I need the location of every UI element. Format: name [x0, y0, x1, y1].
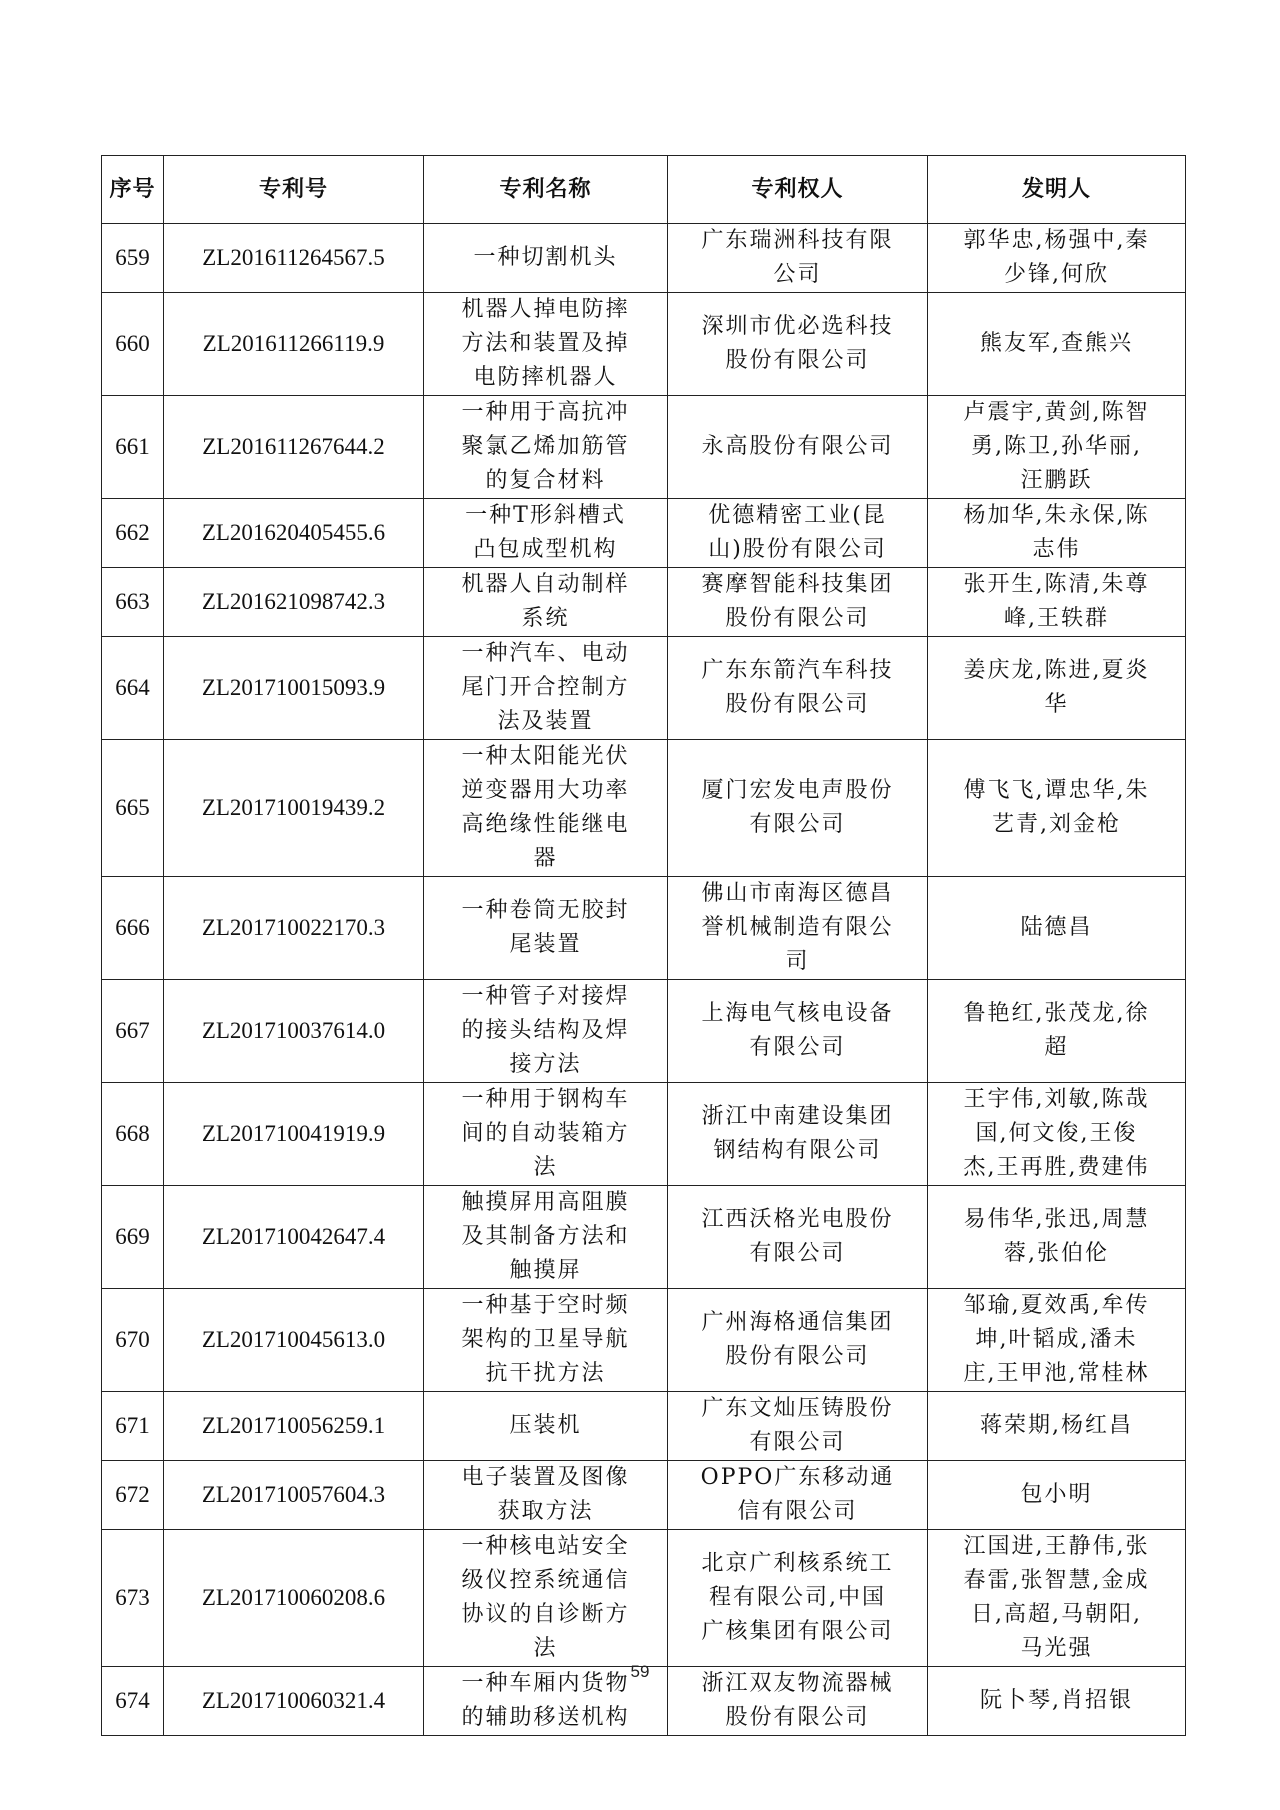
cell-patent-name [424, 1186, 668, 1289]
cell-inventors [928, 1083, 1186, 1186]
patent-table-container [101, 155, 1185, 1736]
cell-patentee [668, 499, 928, 568]
cell-patent-name [424, 877, 668, 980]
cell-patent-name-text: 一种卷筒无胶封尾装置 [461, 898, 630, 957]
cell-patentee [668, 1461, 928, 1530]
cell-patentee [668, 568, 928, 637]
cell-patent-no: ZL201710056259.1 [164, 1392, 424, 1461]
cell-seq: 661 [102, 396, 164, 499]
cell-inventors-text: 熊友军,查熊兴 [980, 331, 1133, 356]
cell-seq: 671 [102, 1392, 164, 1461]
cell-inventors-text: 傅飞飞,谭忠华,朱艺青,刘金枪 [963, 778, 1150, 837]
cell-patentee-text: 深圳市优必选科技股份有限公司 [701, 314, 894, 373]
cell-inventors-text: 易伟华,张迅,周慧蓉,张伯伦 [963, 1207, 1150, 1266]
cell-patent-no: ZL201710022170.3 [164, 877, 424, 980]
cell-patent-no: ZL201620405455.6 [164, 499, 424, 568]
cell-seq: 674 [102, 1667, 164, 1736]
cell-patentee [668, 1392, 928, 1461]
cell-inventors-text: 王宇伟,刘敏,陈哉国,何文俊,王俊杰,王再胜,费建伟 [963, 1087, 1150, 1180]
cell-patentee-text: 厦门宏发电声股份有限公司 [701, 778, 894, 837]
cell-patent-name [424, 396, 668, 499]
cell-inventors [928, 1186, 1186, 1289]
table-row [102, 637, 1186, 740]
table-row [102, 1530, 1186, 1667]
cell-patent-name-text: 机器人掉电防摔方法和装置及掉电防摔机器人 [461, 297, 630, 390]
cell-inventors [928, 1530, 1186, 1667]
cell-inventors-text: 杨加华,朱永保,陈志伟 [963, 503, 1150, 562]
cell-patentee-text: 江西沃格光电股份有限公司 [701, 1207, 894, 1266]
cell-patentee [668, 224, 928, 293]
cell-inventors-text: 张开生,陈清,朱尊峰,王轶群 [963, 572, 1150, 631]
cell-inventors [928, 980, 1186, 1083]
cell-inventors [928, 224, 1186, 293]
cell-patent-name-text: 电子装置及图像获取方法 [461, 1465, 630, 1524]
table-row [102, 740, 1186, 877]
cell-patent-no: ZL201611264567.5 [164, 224, 424, 293]
cell-inventors-text: 姜庆龙,陈进,夏炎华 [963, 658, 1150, 717]
cell-patentee [668, 980, 928, 1083]
cell-patent-name [424, 740, 668, 877]
page-number: 59 [630, 1662, 650, 1681]
cell-patent-name [424, 293, 668, 396]
cell-patentee-text: 北京广利核系统工程有限公司,中国广核集团有限公司 [701, 1551, 894, 1644]
cell-seq: 664 [102, 637, 164, 740]
cell-patentee-text: 佛山市南海区德昌誉机械制造有限公司 [701, 881, 894, 974]
cell-patent-no: ZL201710060321.4 [164, 1667, 424, 1736]
cell-patent-name-text: 一种汽车、电动尾门开合控制方法及装置 [461, 641, 630, 734]
cell-patent-no: ZL201621098742.3 [164, 568, 424, 637]
cell-patent-name-text: 机器人自动制样系统 [461, 572, 630, 631]
cell-inventors [928, 568, 1186, 637]
cell-inventors [928, 637, 1186, 740]
cell-patent-no: ZL201611266119.9 [164, 293, 424, 396]
header-inventors: 发明人 [928, 156, 1186, 224]
cell-patent-name [424, 499, 668, 568]
cell-inventors-text: 鲁艳红,张茂龙,徐超 [963, 1001, 1150, 1060]
cell-seq: 659 [102, 224, 164, 293]
cell-inventors-text: 陆德昌 [1020, 915, 1093, 940]
cell-seq: 662 [102, 499, 164, 568]
cell-seq: 672 [102, 1461, 164, 1530]
cell-patent-name [424, 980, 668, 1083]
cell-patentee [668, 1083, 928, 1186]
cell-patent-name-text: 一种基于空时频架构的卫星导航抗干扰方法 [461, 1293, 630, 1386]
table-row [102, 499, 1186, 568]
header-patentee: 专利权人 [668, 156, 928, 224]
cell-patentee-text: 赛摩智能科技集团股份有限公司 [701, 572, 894, 631]
table-header-row [102, 156, 1186, 224]
cell-patentee-text: 浙江中南建设集团钢结构有限公司 [701, 1104, 894, 1163]
cell-seq: 663 [102, 568, 164, 637]
cell-patent-name-text: 一种用于钢构车间的自动装箱方法 [461, 1087, 630, 1180]
cell-patent-name-text: 一种核电站安全级仪控系统通信协议的自诊断方法 [461, 1534, 630, 1661]
table-row [102, 877, 1186, 980]
cell-inventors-text: 邹瑜,夏效禹,牟传坤,叶韬成,潘未庄,王甲池,常桂林 [963, 1293, 1150, 1386]
cell-patent-name [424, 224, 668, 293]
cell-patent-name [424, 1461, 668, 1530]
table-row [102, 1461, 1186, 1530]
cell-patent-name-text: 一种用于高抗冲聚氯乙烯加筋管的复合材料 [461, 400, 630, 493]
cell-patent-name-text: 触摸屏用高阻膜及其制备方法和触摸屏 [461, 1190, 630, 1283]
cell-seq: 667 [102, 980, 164, 1083]
table-row [102, 1186, 1186, 1289]
cell-patent-name [424, 1530, 668, 1667]
cell-patentee-text: 广州海格通信集团股份有限公司 [701, 1310, 894, 1369]
cell-patentee-text: 上海电气核电设备有限公司 [701, 1001, 894, 1060]
cell-seq: 660 [102, 293, 164, 396]
cell-patentee [668, 1186, 928, 1289]
cell-inventors [928, 293, 1186, 396]
cell-patentee [668, 740, 928, 877]
table-row [102, 293, 1186, 396]
cell-patentee-text: 广东东箭汽车科技股份有限公司 [701, 658, 894, 717]
cell-patent-no: ZL201710042647.4 [164, 1186, 424, 1289]
cell-inventors-text: 卢震宇,黄剑,陈智勇,陈卫,孙华丽,汪鹏跃 [963, 400, 1150, 493]
cell-patent-no: ZL201611267644.2 [164, 396, 424, 499]
cell-patentee [668, 877, 928, 980]
cell-patent-name-text: 一种T形斜槽式凸包成型机构 [465, 503, 626, 562]
cell-patentee-text: 永高股份有限公司 [701, 434, 894, 459]
cell-patent-no: ZL201710041919.9 [164, 1083, 424, 1186]
table-row [102, 980, 1186, 1083]
cell-seq: 673 [102, 1530, 164, 1667]
cell-seq: 668 [102, 1083, 164, 1186]
cell-patent-no: ZL201710057604.3 [164, 1461, 424, 1530]
table-row [102, 1289, 1186, 1392]
table-body [102, 224, 1186, 1736]
cell-patentee-text: 浙江双友物流器械股份有限公司 [701, 1671, 894, 1730]
cell-patentee-text: 优德精密工业(昆山)股份有限公司 [708, 503, 887, 562]
cell-patent-name [424, 637, 668, 740]
cell-inventors-text: 郭华忠,杨强中,秦少锋,何欣 [963, 228, 1150, 287]
patent-table [101, 155, 1186, 1736]
cell-inventors-text: 蒋荣期,杨红昌 [980, 1413, 1133, 1438]
table-row [102, 1083, 1186, 1186]
header-patent-name: 专利名称 [424, 156, 668, 224]
cell-patent-name [424, 1392, 668, 1461]
cell-seq: 665 [102, 740, 164, 877]
cell-inventors [928, 499, 1186, 568]
cell-patentee-text: 广东瑞洲科技有限公司 [701, 228, 894, 287]
header-patent-no: 专利号 [164, 156, 424, 224]
cell-patent-no: ZL201710060208.6 [164, 1530, 424, 1667]
cell-patent-name-text: 一种太阳能光伏逆变器用大功率高绝缘性能继电器 [461, 744, 630, 871]
cell-patent-name [424, 1289, 668, 1392]
cell-inventors [928, 1289, 1186, 1392]
cell-patentee [668, 637, 928, 740]
cell-seq: 666 [102, 877, 164, 980]
cell-patent-no: ZL201710019439.2 [164, 740, 424, 877]
table-row [102, 1392, 1186, 1461]
cell-patent-name [424, 1083, 668, 1186]
table-row [102, 396, 1186, 499]
cell-inventors [928, 396, 1186, 499]
cell-patent-no: ZL201710045613.0 [164, 1289, 424, 1392]
cell-inventors [928, 877, 1186, 980]
cell-patent-name-text: 压装机 [509, 1413, 582, 1438]
cell-patent-name-text: 一种管子对接焊的接头结构及焊接方法 [461, 984, 630, 1077]
cell-patentee [668, 1289, 928, 1392]
table-row [102, 568, 1186, 637]
cell-patentee [668, 1530, 928, 1667]
cell-inventors-text: 江国进,王静伟,张春雷,张智慧,金成日,高超,马朝阳,马光强 [963, 1534, 1150, 1661]
cell-patent-name-text: 一种车厢内货物的辅助移送机构 [461, 1671, 630, 1730]
cell-patent-no: ZL201710015093.9 [164, 637, 424, 740]
cell-inventors [928, 740, 1186, 877]
cell-patentee-text: OPPO广东移动通信有限公司 [700, 1465, 895, 1524]
cell-patentee [668, 293, 928, 396]
cell-patent-name-text: 一种切割机头 [473, 245, 618, 270]
cell-inventors-text: 包小明 [1020, 1482, 1093, 1507]
cell-inventors [928, 1461, 1186, 1530]
table-row [102, 224, 1186, 293]
cell-inventors [928, 1392, 1186, 1461]
header-seq: 序号 [102, 156, 164, 224]
cell-inventors-text: 阮卜琴,肖招银 [980, 1688, 1133, 1713]
cell-patentee [668, 396, 928, 499]
cell-patent-name [424, 568, 668, 637]
cell-patentee-text: 广东文灿压铸股份有限公司 [701, 1396, 894, 1455]
cell-patent-no: ZL201710037614.0 [164, 980, 424, 1083]
cell-seq: 670 [102, 1289, 164, 1392]
cell-seq: 669 [102, 1186, 164, 1289]
